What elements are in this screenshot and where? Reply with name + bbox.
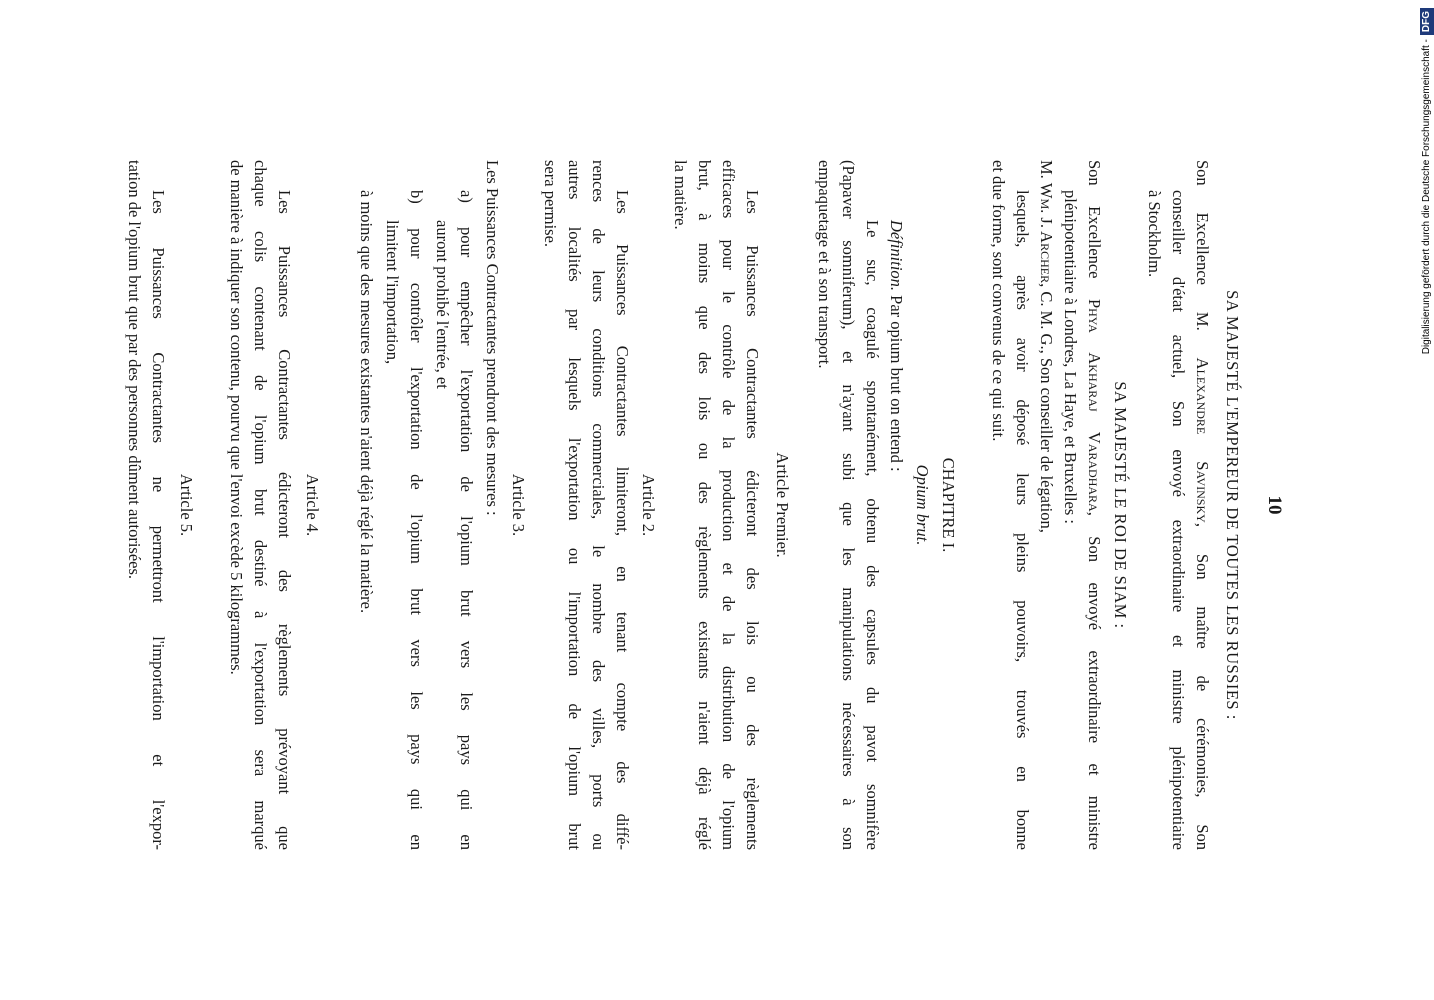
article-2-line-4: sera permise. (541, 160, 560, 248)
article-3-line-3: auront prohibé l'entrée, et (433, 220, 452, 389)
credit-label: Digitalisierung gefördert durch die Deutsche Forschungsgemeinschaft - (1421, 39, 1432, 355)
article-1-title: Article Premier. (773, 452, 792, 558)
russia-delegate-line-1: Son Excellence M. Alexandre Savinsky, Son maître de cérémonies, Son (1193, 160, 1212, 850)
chapter-subtitle: Opium brut. (913, 464, 932, 546)
chapter-title: CHAPITRE I. (939, 457, 958, 553)
definition-line-1: Définition. Par opium brut on entend : (887, 220, 906, 472)
article-2-line-3: autres localités par lesquels l'exportation ou l'importation de l'opium brut (565, 160, 584, 850)
digitization-credit (1418, 8, 1434, 403)
article-3-line-5: limitent l'importation, (383, 220, 402, 365)
preamble-line-1: lesquels, après avoir déposé leurs pleins pouvoirs, trouvés en bonne (1013, 190, 1032, 850)
article-4-line-3: de manière à indiquer son contenu, pourvu que l'envoi excède 5 kilogrammes. (227, 160, 246, 675)
page-number: 10 (1264, 495, 1285, 515)
definition-line-2: Le suc, coagulé spontanément, obtenu des capsules du pavot somnifère (863, 220, 882, 850)
article-2-title: Article 2. (639, 473, 658, 537)
article-4-line-1: Les Puissances Contractantes édicteront des règlements prévoyant que (275, 190, 294, 850)
definition-line-4: empaquetage et à son transport. (815, 160, 834, 369)
article-1-line-4: la matière. (671, 160, 690, 230)
article-5-line-1: Les Puissances Contractantes ne permettront l'importation et l'expor- (149, 190, 168, 850)
article-3-line-4: b) pour contrôler l'exportation de l'opium brut vers les pays qui en (407, 190, 426, 850)
article-5-line-2: tation de l'opium brut que par des personnes dûment autorisées. (125, 160, 144, 580)
article-2-line-2: rences de leurs conditions commerciales, le nombre des villes, ports ou (589, 160, 608, 850)
siam-delegate-line-1: Son Excellence Phya Akharaj Varadhara, Son envoyé extraordinaire et ministre (1085, 160, 1104, 850)
article-2-line-1: Les Puissances Contractantes limiteront, en tenant compte des diffé- (613, 190, 632, 850)
russia-delegate-line-3: à Stockholm. (1145, 190, 1164, 278)
preamble-line-2: et due forme, sont convenus de ce qui suit. (989, 160, 1008, 442)
article-5-title: Article 5. (177, 473, 196, 537)
article-3-line-2: a) pour empêcher l'exportation de l'opium brut vers les pays qui en (457, 190, 476, 850)
dfg-logo: DFG (1420, 8, 1434, 35)
siam-delegate-line-2: plénipotentiaire à Londres, La Haye, et Bruxelles : (1061, 190, 1080, 525)
article-1-line-2: efficaces pour le contrôle de la production et de la distribution de l'opium (719, 160, 738, 850)
article-3-title: Article 3. (509, 473, 528, 537)
heading-russia: SA MAJESTÉ L'EMPEREUR DE TOUTES LES RUSSIES : (1223, 290, 1242, 720)
russia-delegate-line-2: conseiller d'état actuel, Son envoyé extraordinaire et ministre plénipotentiaire (1169, 190, 1188, 850)
heading-siam: SA MAJESTÉ LE ROI DE SIAM : (1111, 381, 1130, 629)
siam-delegate-line-3: M. Wm. J. Archer, C. M. G., Son conseiller de légation, (1037, 160, 1056, 533)
article-4-line-2: chaque colis contenant de l'opium brut destiné à l'exportation sera marqué (251, 160, 270, 850)
article-3-line-1: Les Puissances Contractantes prendront des mesures : (483, 160, 502, 516)
rotated-document-page (88, 160, 1288, 850)
digitization-credit-text (1418, 8, 1434, 403)
definition-line-3: (Papaver somniferum), et n'ayant subi que les manipulations nécessaires à son (839, 160, 858, 850)
article-3-line-6: à moins que des mesures existantes n'aient déjà réglé la matière. (357, 190, 376, 614)
article-1-line-1: Les Puissances Contractantes édicteront des lois ou des règlements (743, 190, 762, 850)
article-1-line-3: brut, à moins que des lois ou des règlements existants n'aient déjà réglé (695, 160, 714, 850)
article-4-title: Article 4. (303, 473, 322, 537)
